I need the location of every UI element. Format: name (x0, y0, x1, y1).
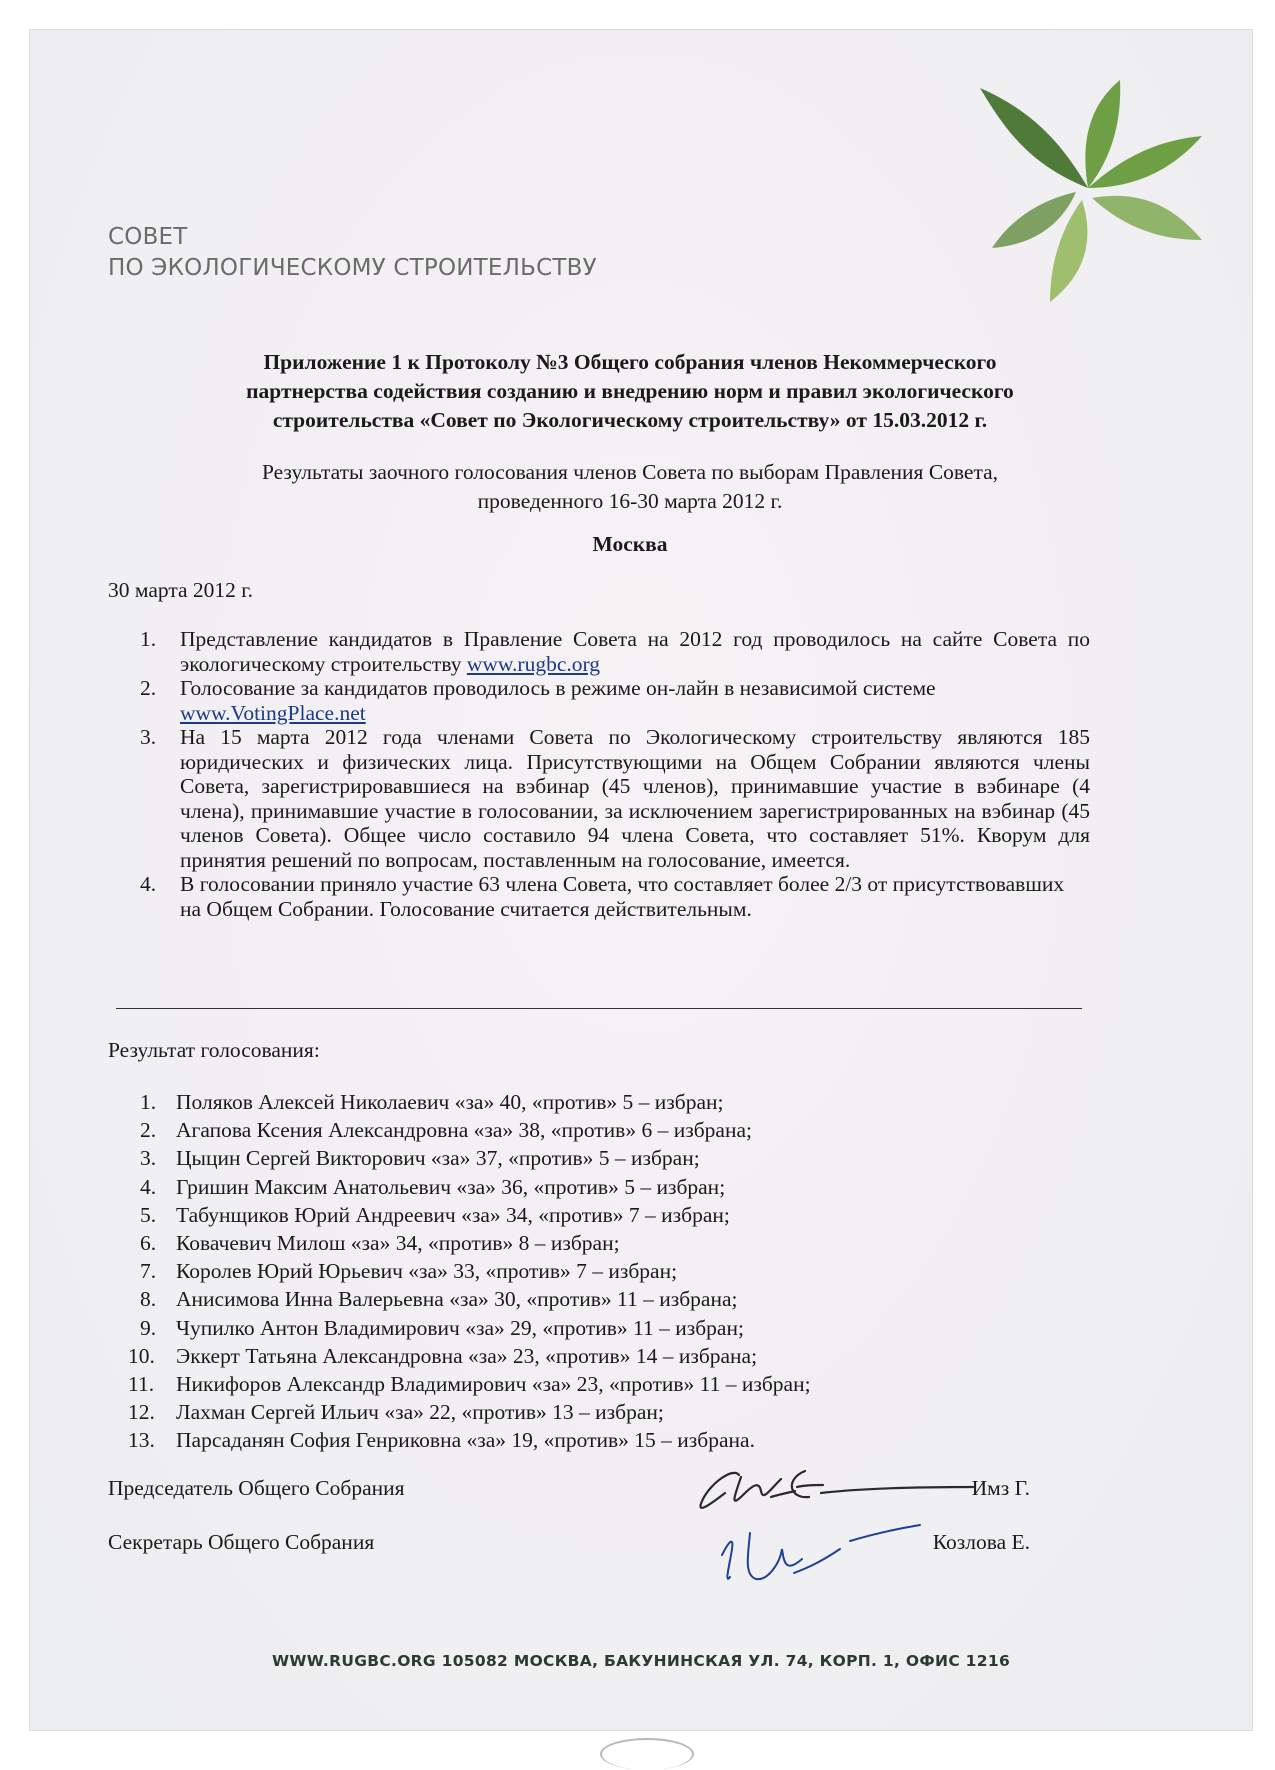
secretary-signature-icon (710, 1515, 930, 1595)
list-item (140, 872, 1090, 921)
list-item (140, 627, 1090, 676)
row-number: 1. (140, 1090, 157, 1114)
table-row (140, 1116, 1040, 1144)
row-text: Агапова Ксения Александровна «за» 38, «против» 6 – избрана; (176, 1118, 752, 1143)
chair-name: Имз Г. (971, 1476, 1030, 1500)
rugbc-link[interactable]: www.rugbc.org (466, 651, 601, 676)
document-sheet (30, 30, 1252, 1730)
table-row (128, 1398, 1040, 1426)
item-number: 3. (140, 725, 157, 749)
row-text: Никифоров Александр Владимирович «за» 23, «против» 11 – избран; (176, 1372, 811, 1397)
row-number: 5. (140, 1202, 157, 1227)
row-text: Ковачевич Милош «за» 34, «против» 8 – избран; (176, 1231, 620, 1256)
heading-line: партнерства содействия созданию и внедрению норм и правил экологического (246, 379, 1014, 403)
item-text: Голосование за кандидатов проводилось в режиме он-лайн в независимой системе (180, 676, 936, 700)
row-number: 7. (140, 1259, 157, 1284)
table-row (140, 1201, 1040, 1229)
row-number: 9. (140, 1315, 157, 1340)
document-subheading (110, 458, 1150, 516)
list-item (140, 676, 1090, 725)
row-number: 3. (140, 1146, 157, 1171)
item-text: Представление кандидатов в Правление Совета на 2012 год проводилось на сайте Совета по экологическому строительству (180, 627, 1090, 676)
table-row (140, 1088, 1040, 1116)
row-number: 4. (140, 1174, 157, 1199)
footer-address: WWW.RUGBC.ORG 105082 МОСКВА, БАКУНИНСКАЯ УЛ. 74, КОРП. 1, ОФИС 1216 (271, 1652, 1011, 1670)
row-text: Поляков Алексей Николаевич «за» 40, «против» 5 – избран; (176, 1090, 724, 1114)
row-text: Анисимова Инна Валерьевна «за» 30, «против» 11 – избрана; (176, 1287, 738, 1312)
secretary-name: Козлова Е. (932, 1530, 1030, 1554)
item-text: В голосовании приняло участие 63 члена Совета, что составляет более 2/3 от присутствовавших на Общем Собрании. Голосование считается действительным. (180, 872, 1065, 921)
table-row (140, 1173, 1040, 1201)
row-number: 12. (128, 1400, 155, 1425)
city: Москва (592, 532, 668, 556)
list-item (140, 725, 1090, 872)
table-row (128, 1426, 1040, 1454)
document-heading (110, 348, 1150, 435)
org-title-line-1: СОВЕТ (108, 224, 188, 250)
row-number: 2. (140, 1118, 157, 1143)
chair-label: Председатель Общего Собрания (108, 1476, 405, 1500)
row-text: Чупилко Антон Владимирович «за» 29, «против» 11 – избран; (176, 1315, 744, 1340)
row-number: 6. (140, 1231, 157, 1256)
table-row (140, 1257, 1040, 1285)
results-title: Результат голосования: (108, 1038, 320, 1062)
row-number: 11. (128, 1372, 155, 1397)
item-number: 2. (140, 676, 157, 700)
row-number: 13. (128, 1428, 155, 1453)
item-text: На 15 марта 2012 года членами Совета по Экологическому строительству являются 185 юридических и физических лица. Присутствующими на Общем Собрании являются члены Совета, зарегистрировавшиеся на вэбинар (45 членов), принимавшие участие в вэбинаре (4 члена), принимавшие участие в голосовании, за исключением зарегистрированных на вэбинар (45 членов Совета). Общее число составило 94 члена Совета, что составляет 51%. Кворум для принятия решений по вопросам, поставленным на голосование, имеется. (180, 725, 1090, 872)
row-text: Цыцин Сергей Викторович «за» 37, «против» 5 – избран; (176, 1146, 700, 1171)
table-row (140, 1314, 1040, 1342)
table-row (128, 1342, 1040, 1370)
table-row (140, 1285, 1040, 1313)
row-number: 10. (128, 1343, 155, 1368)
document-date: 30 марта 2012 г. (108, 578, 254, 602)
secretary-label: Секретарь Общего Собрания (108, 1530, 375, 1554)
heading-line: Приложение 1 к Протоколу №3 Общего собрания членов Некоммерческого (263, 350, 997, 374)
table-row (140, 1144, 1040, 1172)
table-row (140, 1229, 1040, 1257)
points-list (140, 627, 1090, 921)
row-text: Эккерт Татьяна Александровна «за» 23, «против» 14 – избрана; (176, 1343, 758, 1368)
row-text: Табунщиков Юрий Андреевич «за» 34, «против» 7 – избран; (176, 1202, 730, 1227)
candidates-list (128, 1088, 1040, 1455)
subheading-line: проведенного 16-30 марта 2012 г. (477, 489, 783, 513)
subheading-line: Результаты заочного голосования членов Совета по выборам Правления Совета, (261, 460, 999, 484)
divider-line (116, 1008, 1082, 1009)
row-text: Лахман Сергей Ильич «за» 22, «против» 13 – избран; (176, 1400, 664, 1425)
row-text: Гришин Максим Анатольевич «за» 36, «против» 5 – избран; (176, 1174, 726, 1199)
row-text: Королев Юрий Юрьевич «за» 33, «против» 7 – избран; (176, 1259, 678, 1284)
row-number: 8. (140, 1287, 157, 1312)
votingplace-link[interactable]: www.VotingPlace.net (180, 700, 366, 725)
organization-title (108, 222, 597, 284)
item-number: 1. (140, 627, 157, 651)
leaf-rosette-logo-icon (910, 70, 1210, 305)
item-number: 4. (140, 872, 157, 896)
row-text: Парсаданян София Генриковна «за» 19, «против» 15 – избрана. (176, 1428, 755, 1453)
scan-edge-mark (600, 1738, 694, 1770)
table-row (128, 1370, 1040, 1398)
org-title-line-2: ПО ЭКОЛОГИЧЕСКОМУ СТРОИТЕЛЬСТВУ (108, 255, 597, 281)
heading-line: строительства «Совет по Экологическому строительству» от 15.03.2012 г. (272, 408, 988, 432)
